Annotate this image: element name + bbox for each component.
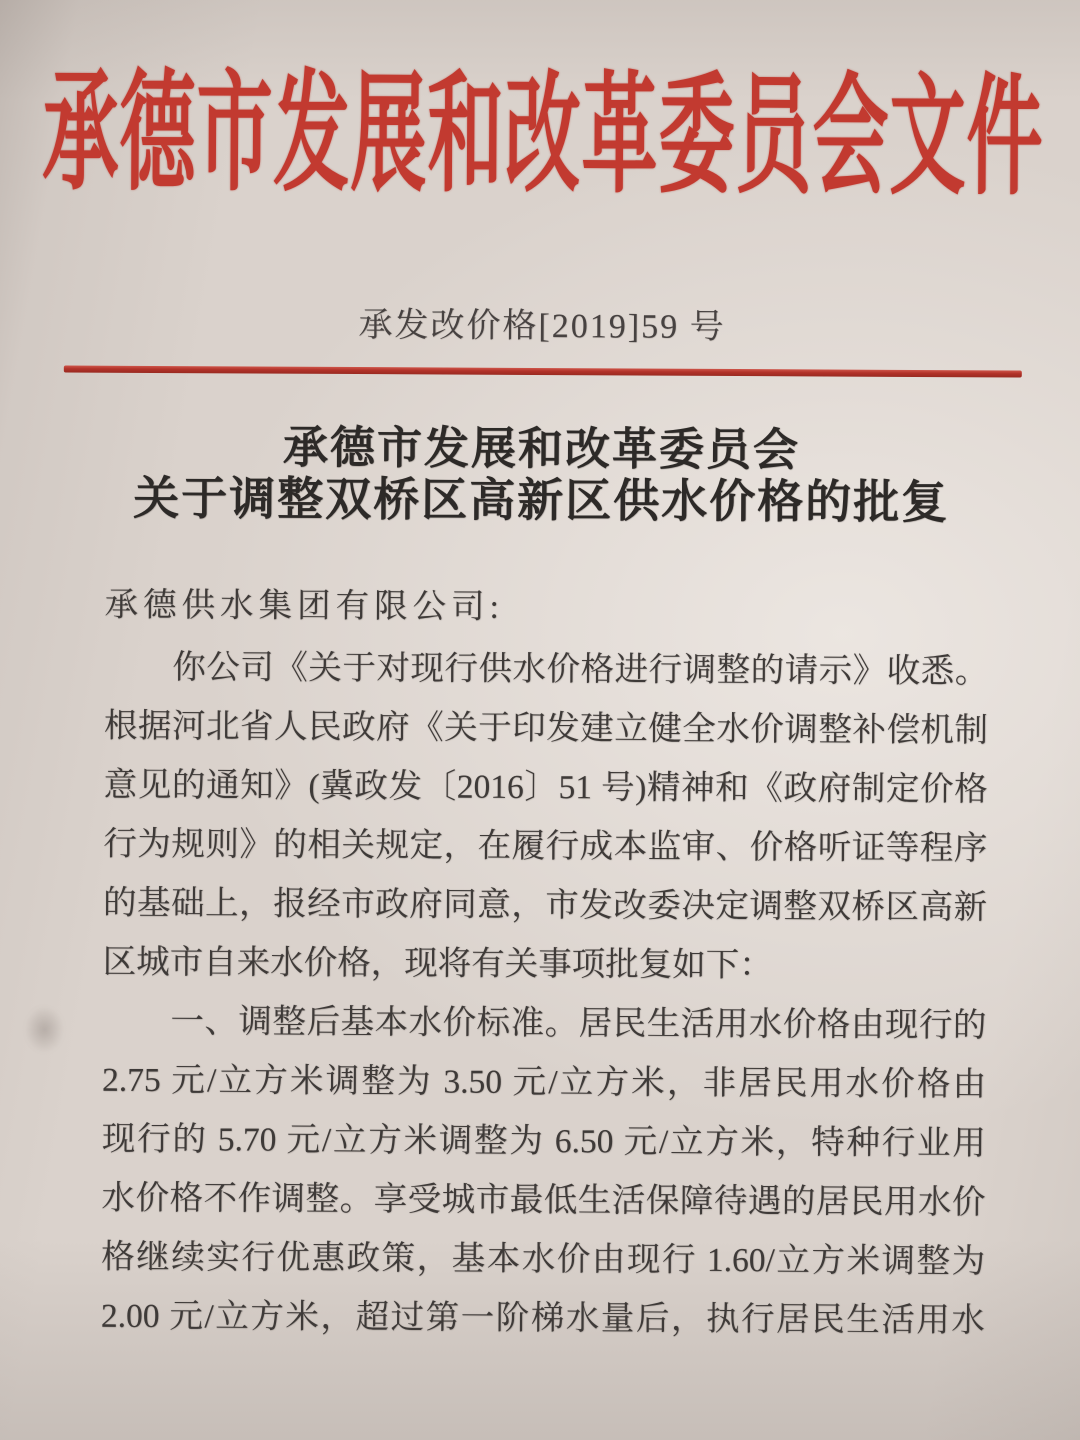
red-divider-rule [64,366,1022,378]
body-line: 根据河北省人民政府《关于印发建立健全水价调整补偿机制 [103,707,989,750]
recipient-salutation: 承德供水集团有限公司: [104,586,504,626]
body-line: 的基础上，报经市政府同意，市发改委决定调整双桥区高新 [102,884,988,927]
body-line: 水价格不作调整。享受城市最低生活保障待遇的居民用水价 [101,1179,986,1222]
document-title-line1: 承德市发展和改革委员会 [282,422,801,476]
body-line: 行为规则》的相关规定，在履行成本监审、价格听证等程序 [103,825,988,868]
photo-smudge [24,1005,64,1053]
body-line: 2.00 元/立方米，超过第一阶梯水量后，执行居民生活用水 [100,1297,985,1340]
body-line: 意见的通知》(冀政发〔2016〕51 号)精神和《政府制定价格 [103,766,988,809]
body-line: 一、调整后基本水价标准。居民生活用水价格由现行的 [170,1003,987,1045]
agency-banner: 承德市发展和改革委员会文件 [42,61,1044,212]
document-number: 承发改价格[2019]59 号 [358,307,726,346]
body-line: 区城市自来水价格，现将有关事项批复如下： [102,943,773,985]
body-line: 格继续实行优惠政策，基本水价由现行 1.60/立方米调整为 [101,1238,986,1281]
body-line: 2.75 元/立方米调整为 3.50 元/立方米，非居民用水价格由 [102,1061,987,1104]
document-title-line2: 关于调整双桥区高新区供水价格的批复 [133,472,950,529]
body-line: 你公司《关于对现行供水价格进行调整的请示》收悉。 [172,649,989,691]
body-line: 现行的 5.70 元/立方米调整为 6.50 元/立方米，特种行业用 [101,1120,986,1163]
document-body [101,576,989,1351]
